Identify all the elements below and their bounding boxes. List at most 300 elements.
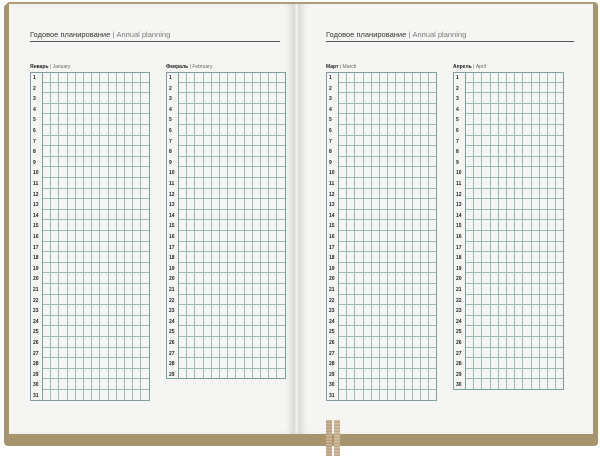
- grid-cell: [109, 295, 117, 306]
- day-number: 27: [329, 350, 335, 357]
- grid-cell: [179, 231, 187, 242]
- grid-cell: [212, 369, 220, 380]
- grid-cell: [269, 348, 277, 359]
- month-sep: |: [339, 64, 343, 70]
- grid-cell: [380, 83, 388, 94]
- grid-cell: [269, 337, 277, 348]
- grid-cell: [396, 358, 404, 369]
- grid-cell: [117, 273, 125, 284]
- day-number: 6: [456, 128, 459, 134]
- grid-cell: [556, 284, 564, 295]
- day-number: 2: [33, 85, 36, 92]
- grid-cell: [421, 263, 429, 274]
- grid-cell: [133, 252, 141, 263]
- grid-cell: [125, 199, 133, 210]
- grid-cell: [380, 178, 388, 189]
- grid-cell: [355, 316, 363, 327]
- grid-cell: [59, 369, 67, 380]
- grid-cell: [245, 284, 253, 295]
- grid-cell: [523, 358, 531, 369]
- grid-cell: [43, 231, 51, 242]
- grid-cell: [261, 199, 269, 210]
- grid-cell: [253, 326, 261, 337]
- grid-cell: [548, 72, 556, 83]
- grid-cell: [548, 199, 556, 210]
- grid-cell: [92, 83, 100, 94]
- grid-cell: [228, 337, 236, 348]
- grid-cell: [482, 199, 490, 210]
- grid-cell: [421, 242, 429, 253]
- grid-cell: [76, 72, 84, 83]
- grid-cell: [396, 348, 404, 359]
- grid-cell: [109, 252, 117, 263]
- grid-cell: [548, 83, 556, 94]
- grid-cell: [515, 326, 523, 337]
- grid-cell: [413, 348, 421, 359]
- grid-cell: [245, 231, 253, 242]
- day-row: [453, 348, 568, 359]
- grid-cell: [396, 305, 404, 316]
- grid-cell: [269, 93, 277, 104]
- grid-cell: [204, 125, 212, 136]
- grid-cell: [372, 114, 380, 125]
- grid-cell: [187, 273, 195, 284]
- grid-cell: [59, 220, 67, 231]
- grid-cell: [474, 167, 482, 178]
- day-number: 2: [456, 85, 459, 92]
- grid-cell: [499, 125, 507, 136]
- grid-cell: [117, 252, 125, 263]
- grid-cell: [125, 316, 133, 327]
- grid-cell: [499, 72, 507, 83]
- grid-cell: [179, 146, 187, 157]
- day-row: [30, 242, 152, 253]
- grid-cell: [482, 273, 490, 284]
- grid-cell: [269, 295, 277, 306]
- day-number: 23: [33, 308, 39, 315]
- grid-cell: [429, 146, 437, 157]
- grid-cell: [59, 316, 67, 327]
- grid-cell: [141, 72, 149, 83]
- grid-cell: [125, 189, 133, 200]
- grid-cell: [76, 125, 84, 136]
- grid-cell: [380, 326, 388, 337]
- day-number: 16: [456, 234, 462, 240]
- grid-cell: [141, 199, 149, 210]
- grid-cell: [429, 284, 437, 295]
- grid-cell: [269, 114, 277, 125]
- grid-cell: [220, 93, 228, 104]
- grid-cell: [396, 83, 404, 94]
- grid-cell: [261, 369, 269, 380]
- grid-cell: [109, 390, 117, 401]
- grid-cell: [269, 210, 277, 221]
- grid-cell: [68, 104, 76, 115]
- grid-cell: [269, 83, 277, 94]
- grid-cell: [179, 157, 187, 168]
- grid-cell: [364, 337, 372, 348]
- grid-cell: [59, 189, 67, 200]
- grid-cell: [507, 210, 515, 221]
- grid-cell: [245, 83, 253, 94]
- grid-cell: [117, 146, 125, 157]
- grid-cell: [59, 305, 67, 316]
- grid-cell: [43, 242, 51, 253]
- day-row: [326, 252, 441, 263]
- grid-cell: [421, 358, 429, 369]
- grid-cell: [141, 316, 149, 327]
- grid-cell: [100, 104, 108, 115]
- grid-cell: [133, 284, 141, 295]
- grid-cell: [421, 231, 429, 242]
- grid-cell: [204, 273, 212, 284]
- grid-cell: [109, 136, 117, 147]
- grid-cell: [195, 104, 203, 115]
- grid-cell: [491, 114, 499, 125]
- grid-cell: [556, 348, 564, 359]
- grid-cell: [482, 379, 490, 390]
- grid-cell: [491, 252, 499, 263]
- grid-cell: [76, 157, 84, 168]
- grid-cell: [212, 72, 220, 83]
- grid-cell: [388, 273, 396, 284]
- grid-cell: [556, 146, 564, 157]
- day-number: 25: [329, 329, 335, 336]
- grid-cell: [388, 369, 396, 380]
- grid-cell: [405, 178, 413, 189]
- grid-cell: [269, 199, 277, 210]
- grid-cell: [68, 136, 76, 147]
- grid-cell: [141, 125, 149, 136]
- grid-cell: [372, 125, 380, 136]
- grid-cell: [92, 104, 100, 115]
- grid-cell: [421, 210, 429, 221]
- grid-cell: [355, 337, 363, 348]
- grid-cell: [195, 210, 203, 221]
- grid-cell: [556, 157, 564, 168]
- grid-cell: [179, 114, 187, 125]
- day-row: [326, 220, 441, 231]
- grid-cell: [220, 125, 228, 136]
- grid-cell: [347, 189, 355, 200]
- grid-cell: [109, 326, 117, 337]
- grid-cell: [466, 326, 474, 337]
- grid-cell: [474, 93, 482, 104]
- day-number: 16: [169, 234, 175, 240]
- day-number: 23: [169, 308, 175, 315]
- grid-cell: [109, 305, 117, 316]
- grid-cell: [372, 104, 380, 115]
- grid-cell: [68, 231, 76, 242]
- grid-cell: [556, 114, 564, 125]
- day-row: [30, 93, 152, 104]
- grid-cell: [84, 337, 92, 348]
- grid-cell: [76, 189, 84, 200]
- grid-cell: [141, 390, 149, 401]
- grid-cell: [515, 167, 523, 178]
- grid-cell: [548, 273, 556, 284]
- grid-cell: [532, 167, 540, 178]
- day-row: [326, 337, 441, 348]
- grid-cell: [413, 242, 421, 253]
- grid-cell: [482, 220, 490, 231]
- grid-cell: [421, 125, 429, 136]
- grid-cell: [466, 157, 474, 168]
- day-number: 8: [33, 149, 36, 156]
- grid-cell: [372, 93, 380, 104]
- day-row: [326, 231, 441, 242]
- grid-cell: [253, 242, 261, 253]
- day-row: [166, 189, 288, 200]
- grid-cell: [355, 199, 363, 210]
- grid-cell: [532, 348, 540, 359]
- grid-cell: [133, 316, 141, 327]
- grid-cell: [133, 305, 141, 316]
- grid-cell: [84, 379, 92, 390]
- grid-cell: [68, 199, 76, 210]
- day-row: [30, 252, 152, 263]
- grid-cell: [84, 242, 92, 253]
- grid-cell: [109, 220, 117, 231]
- day-row: [326, 305, 441, 316]
- grid-cell: [100, 273, 108, 284]
- grid-cell: [133, 358, 141, 369]
- grid-cell: [388, 316, 396, 327]
- grid-cell: [388, 242, 396, 253]
- day-row: [166, 348, 288, 359]
- grid-cell: [220, 252, 228, 263]
- grid-cell: [474, 125, 482, 136]
- grid-cell: [405, 284, 413, 295]
- grid-cell: [253, 295, 261, 306]
- grid-cell: [507, 136, 515, 147]
- day-row: [453, 379, 568, 390]
- grid-cell: [380, 104, 388, 115]
- day-row: [166, 358, 288, 369]
- grid-cell: [396, 199, 404, 210]
- grid-cell: [261, 242, 269, 253]
- grid-cell: [179, 263, 187, 274]
- grid-cell: [507, 369, 515, 380]
- day-number: 30: [329, 382, 335, 389]
- grid-cell: [68, 316, 76, 327]
- grid-cell: [179, 189, 187, 200]
- grid-cell: [179, 83, 187, 94]
- day-number: 30: [456, 382, 462, 389]
- grid-cell: [523, 72, 531, 83]
- grid-cell: [228, 316, 236, 327]
- day-row: [326, 210, 441, 221]
- day-number: 12: [169, 191, 175, 198]
- grid-cell: [466, 72, 474, 83]
- grid-cell: [364, 242, 372, 253]
- grid-cell: [261, 326, 269, 337]
- grid-cell: [109, 125, 117, 136]
- grid-cell: [43, 104, 51, 115]
- grid-cell: [355, 326, 363, 337]
- day-number-column: [453, 72, 466, 390]
- grid-cell: [421, 72, 429, 83]
- grid-cell: [372, 337, 380, 348]
- grid-cell: [245, 72, 253, 83]
- grid-cell: [76, 83, 84, 94]
- grid-cell: [548, 231, 556, 242]
- grid-cell: [228, 348, 236, 359]
- grid-cell: [253, 136, 261, 147]
- grid-cell: [220, 316, 228, 327]
- grid-cell: [269, 104, 277, 115]
- grid-cell: [421, 295, 429, 306]
- grid-cell: [84, 157, 92, 168]
- grid-cell: [100, 220, 108, 231]
- grid-cell: [68, 83, 76, 94]
- grid-cell: [364, 189, 372, 200]
- grid-cell: [339, 390, 347, 401]
- grid-cell: [253, 125, 261, 136]
- grid-cell: [212, 326, 220, 337]
- grid-cell: [187, 178, 195, 189]
- grid-cell: [141, 295, 149, 306]
- grid-cell: [261, 284, 269, 295]
- grid-cell: [421, 305, 429, 316]
- day-row: [326, 189, 441, 200]
- day-row: [453, 146, 568, 157]
- grid-cell: [109, 189, 117, 200]
- grid-cell: [364, 125, 372, 136]
- grid-cell: [228, 93, 236, 104]
- grid-cell: [491, 369, 499, 380]
- grid-cell: [228, 231, 236, 242]
- grid-cell: [364, 390, 372, 401]
- grid-cell: [133, 104, 141, 115]
- month-name-en: January: [52, 64, 71, 70]
- grid-cell: [413, 210, 421, 221]
- grid-cell: [396, 136, 404, 147]
- grid-cell: [474, 348, 482, 359]
- grid-cell: [245, 316, 253, 327]
- grid-cell: [491, 220, 499, 231]
- grid-cell: [556, 189, 564, 200]
- grid-cell: [507, 125, 515, 136]
- grid-cell: [466, 83, 474, 94]
- grid-cell: [212, 178, 220, 189]
- grid-cell: [523, 210, 531, 221]
- grid-cell: [245, 337, 253, 348]
- grid-cell: [380, 93, 388, 104]
- grid-cell: [195, 146, 203, 157]
- grid-cell: [51, 178, 59, 189]
- grid-cell: [68, 157, 76, 168]
- grid-cell: [515, 125, 523, 136]
- day-number: 25: [456, 329, 462, 336]
- grid-cell: [59, 326, 67, 337]
- grid-cell: [364, 295, 372, 306]
- grid-cell: [380, 199, 388, 210]
- grid-cell: [261, 189, 269, 200]
- grid-cell: [347, 83, 355, 94]
- grid-cell: [347, 295, 355, 306]
- grid-cell: [372, 326, 380, 337]
- grid-cell: [220, 167, 228, 178]
- grid-cell: [117, 369, 125, 380]
- grid-cell: [523, 326, 531, 337]
- grid-cell: [491, 157, 499, 168]
- day-number: 31: [33, 393, 39, 399]
- day-row: [326, 358, 441, 369]
- grid-cell: [347, 136, 355, 147]
- grid-cell: [540, 358, 548, 369]
- day-number: 5: [33, 117, 36, 124]
- grid-cell: [117, 220, 125, 231]
- day-number: 8: [169, 149, 172, 156]
- grid-cell: [125, 295, 133, 306]
- day-number: 4: [169, 106, 172, 113]
- grid-cell: [339, 358, 347, 369]
- grid-cell: [532, 72, 540, 83]
- grid-cell: [195, 326, 203, 337]
- grid-cell: [466, 167, 474, 178]
- grid-cell: [499, 157, 507, 168]
- grid-cell: [556, 305, 564, 316]
- grid-cell: [212, 199, 220, 210]
- grid-cell: [68, 242, 76, 253]
- grid-cell: [429, 104, 437, 115]
- grid-cell: [380, 316, 388, 327]
- grid-cell: [523, 337, 531, 348]
- grid-cell: [413, 125, 421, 136]
- grid-cell: [59, 136, 67, 147]
- grid-cell: [179, 295, 187, 306]
- grid-cell: [515, 178, 523, 189]
- grid-cell: [76, 220, 84, 231]
- grid-cell: [141, 337, 149, 348]
- grid-cell: [269, 263, 277, 274]
- day-number: 7: [456, 138, 459, 145]
- grid-cell: [540, 295, 548, 306]
- grid-cell: [51, 316, 59, 327]
- day-number: 24: [169, 318, 175, 325]
- grid-cell: [421, 83, 429, 94]
- day-number: 23: [456, 308, 462, 315]
- grid-cell: [380, 337, 388, 348]
- month-name-ru: Март: [326, 64, 339, 70]
- grid-cell: [187, 348, 195, 359]
- day-row: [166, 252, 288, 263]
- grid-cell: [117, 284, 125, 295]
- grid-cell: [84, 305, 92, 316]
- day-number: 11: [456, 181, 462, 187]
- day-number: 13: [169, 202, 175, 209]
- grid-cell: [499, 305, 507, 316]
- grid-cell: [109, 178, 117, 189]
- grid-cell: [84, 231, 92, 242]
- day-number: 19: [456, 265, 462, 272]
- grid-cell: [125, 83, 133, 94]
- grid-cell: [277, 199, 285, 210]
- grid-cell: [380, 114, 388, 125]
- grid-cell: [100, 178, 108, 189]
- grid-cell: [245, 93, 253, 104]
- grid-cell: [372, 136, 380, 147]
- grid-cell: [355, 348, 363, 359]
- day-row: [453, 93, 568, 104]
- grid-cell: [245, 273, 253, 284]
- grid-cell: [532, 379, 540, 390]
- grid-cell: [187, 284, 195, 295]
- grid-cell: [92, 136, 100, 147]
- grid-cell: [540, 220, 548, 231]
- grid-cell: [133, 72, 141, 83]
